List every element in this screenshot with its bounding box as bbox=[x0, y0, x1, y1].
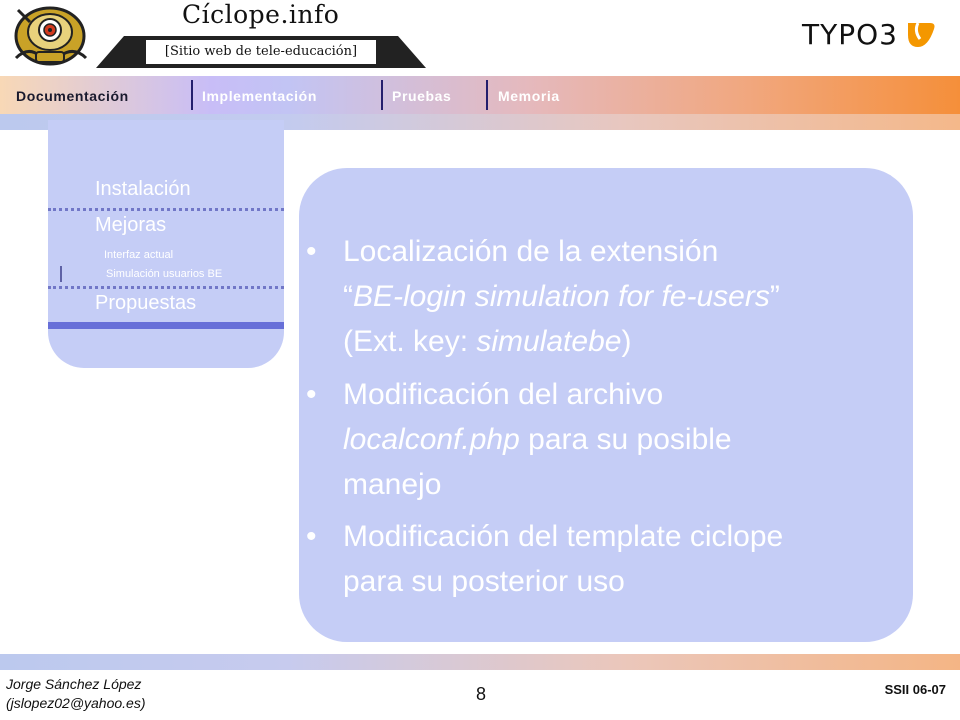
extension-key: simulatebe bbox=[476, 325, 622, 358]
bullet-text bbox=[343, 229, 903, 364]
active-item-marker bbox=[60, 266, 62, 282]
bullet-marker: • bbox=[306, 520, 317, 553]
typo3-logo-icon bbox=[904, 17, 938, 51]
bullet-marker: • bbox=[306, 235, 317, 268]
extension-name: BE-login simulation for fe-users bbox=[353, 280, 770, 313]
submenu-divider bbox=[48, 208, 284, 211]
footer-band bbox=[0, 654, 960, 670]
typo3-logo bbox=[802, 14, 938, 54]
submenu-panel bbox=[48, 120, 284, 368]
site-title: Cíclope.info bbox=[182, 0, 340, 29]
file-name: localconf.php bbox=[343, 423, 520, 456]
bullet-text-line: Localización de la extensión bbox=[343, 235, 719, 268]
typo3-wordmark: TYPO3 bbox=[802, 17, 898, 51]
tab-implementacion[interactable]: Implementación bbox=[202, 88, 317, 104]
quote-close: ” bbox=[769, 280, 780, 313]
tab-memoria[interactable]: Memoria bbox=[498, 88, 560, 104]
submenu-item-instalacion[interactable]: Instalación bbox=[95, 178, 191, 200]
subtitle-text: [Sitio web de tele-educación] bbox=[164, 44, 358, 59]
submenu-item-mejoras[interactable]: Mejoras bbox=[95, 214, 167, 236]
bullet-text-line: para su posterior uso bbox=[343, 565, 625, 598]
quote-open: “ bbox=[343, 280, 353, 313]
bullet-marker: • bbox=[306, 378, 317, 411]
author-name: Jorge Sánchez López bbox=[6, 676, 142, 692]
bullet-text bbox=[343, 372, 903, 507]
submenu-band bbox=[48, 322, 284, 329]
nav-separator bbox=[191, 80, 193, 110]
nav-separator bbox=[486, 80, 488, 110]
bullet-text-line: para su posible bbox=[519, 423, 732, 456]
submenu-item-simulacion-usuarios-be[interactable]: Simulación usuarios BE bbox=[106, 268, 223, 280]
nav-separator bbox=[381, 80, 383, 110]
submenu-divider bbox=[48, 286, 284, 289]
bullet-text-line: manejo bbox=[343, 468, 442, 501]
author-email: (jslopez02@yahoo.es) bbox=[6, 695, 146, 711]
subtitle-banner bbox=[96, 36, 426, 68]
course-code: SSII 06-07 bbox=[884, 682, 946, 697]
paren-close: ) bbox=[621, 325, 632, 358]
tab-documentacion[interactable]: Documentación bbox=[16, 88, 129, 104]
submenu-item-propuestas[interactable]: Propuestas bbox=[95, 292, 197, 314]
tab-pruebas[interactable]: Pruebas bbox=[392, 88, 452, 104]
paren-open: (Ext. key: bbox=[343, 325, 477, 358]
cyclope-logo-icon bbox=[6, 0, 94, 68]
nav-bar bbox=[0, 76, 960, 114]
bullet-text-line: Modificación del template ciclope bbox=[343, 520, 784, 553]
page-number: 8 bbox=[476, 684, 487, 704]
bullet-text bbox=[343, 514, 903, 604]
bullet-text-line: Modificación del archivo bbox=[343, 378, 664, 411]
submenu-item-interfaz-actual[interactable]: Interfaz actual bbox=[104, 249, 174, 261]
